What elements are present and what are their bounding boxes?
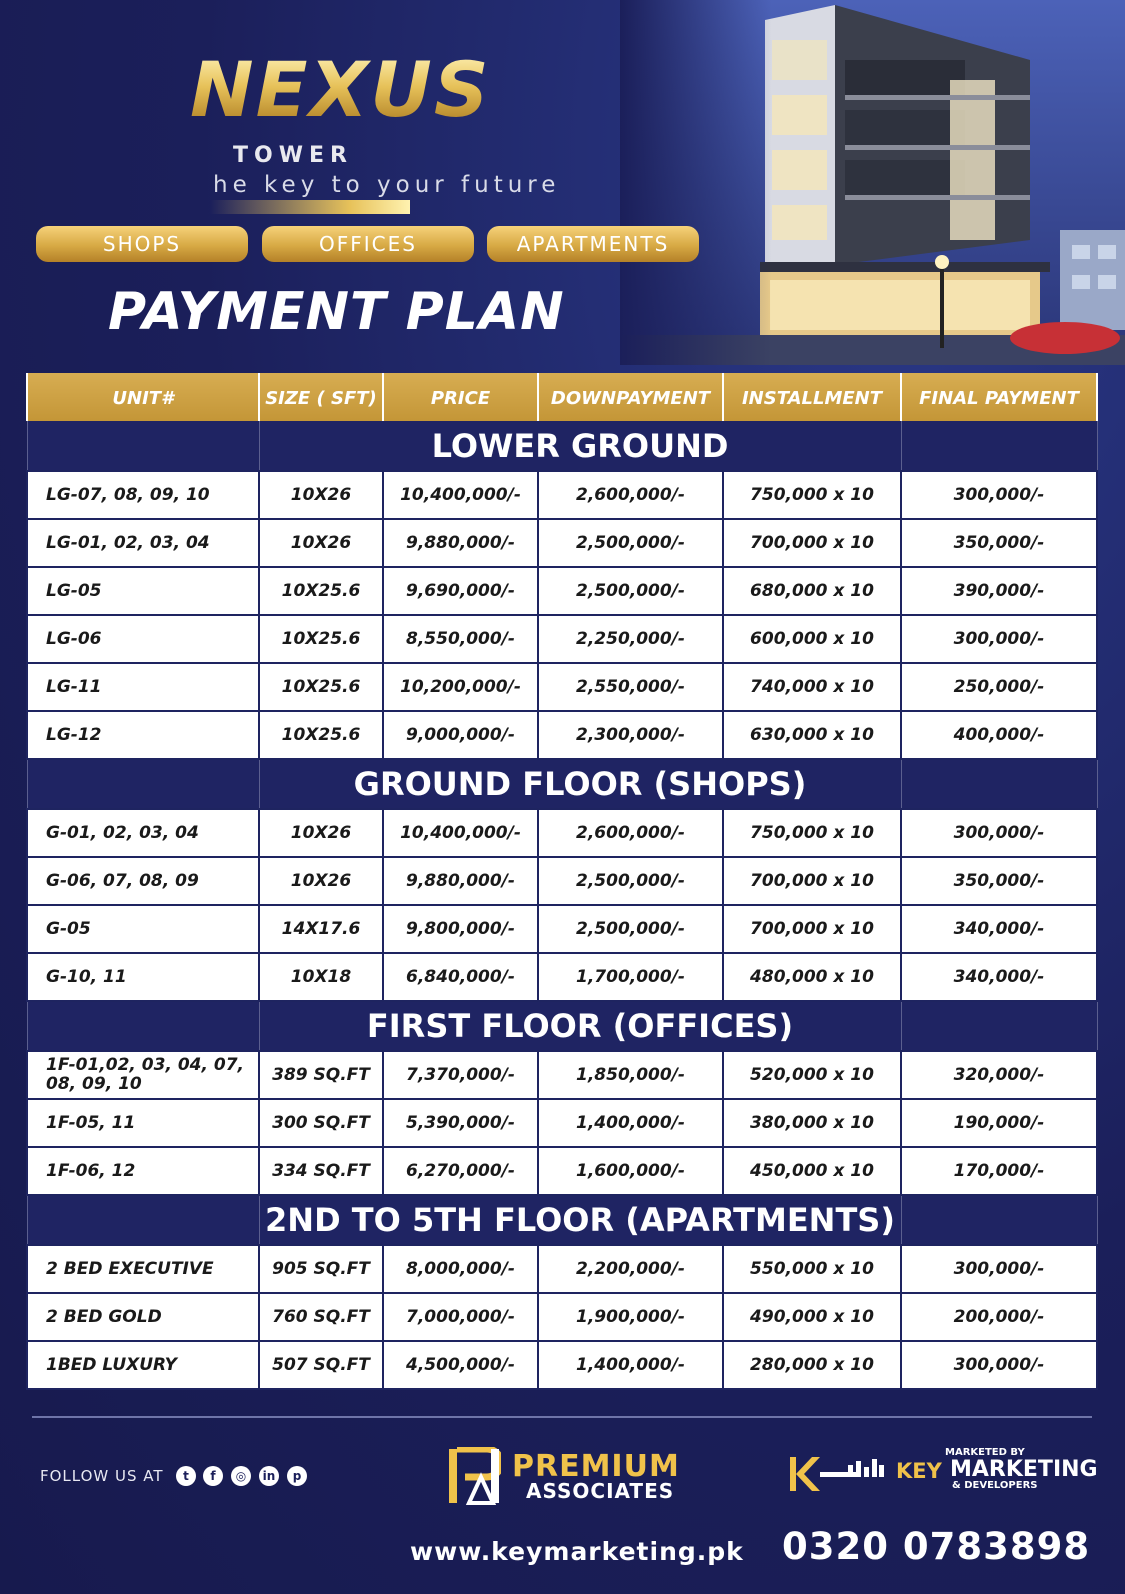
price-cell: 9,880,000/- [383,519,538,567]
section-title: 2ND TO 5TH FLOOR (APARTMENTS) [259,1195,901,1245]
size-cell: 507 SQ.FT [259,1341,383,1389]
unit-cell: LG-01, 02, 03, 04 [27,519,259,567]
key-label: KEY [896,1459,942,1483]
installment-cell: 700,000 x 10 [723,905,901,953]
size-cell: 10X25.6 [259,567,383,615]
size-cell: 10X25.6 [259,711,383,759]
price-cell: 7,000,000/- [383,1293,538,1341]
installment-cell: 380,000 x 10 [723,1099,901,1147]
table-row [27,567,1097,615]
price-cell: 10,400,000/- [383,471,538,519]
unit-cell: G-06, 07, 08, 09 [27,857,259,905]
downpayment-cell: 1,400,000/- [538,1341,723,1389]
final-payment-cell: 200,000/- [901,1293,1097,1341]
size-cell: 300 SQ.FT [259,1099,383,1147]
final-payment-cell: 300,000/- [901,809,1097,857]
unit-cell: LG-12 [27,711,259,759]
building-image [620,0,1125,365]
unit-cell: LG-05 [27,567,259,615]
marketing-label: MARKETING [950,1457,1098,1482]
unit-cell: 1F-06, 12 [27,1147,259,1195]
installment-cell: 700,000 x 10 [723,857,901,905]
table-row [27,1051,1097,1099]
size-cell: 334 SQ.FT [259,1147,383,1195]
final-payment-cell: 300,000/- [901,1245,1097,1293]
installment-cell: 520,000 x 10 [723,1051,901,1099]
installment-cell: 680,000 x 10 [723,567,901,615]
downpayment-cell: 2,200,000/- [538,1245,723,1293]
premium-name: PREMIUM [512,1449,680,1484]
unit-cell: 2 BED GOLD [27,1293,259,1341]
unit-cell: LG-07, 08, 09, 10 [27,471,259,519]
header-unit: UNIT# [27,373,259,421]
section-title: GROUND FLOOR (SHOPS) [259,759,901,809]
size-cell: 905 SQ.FT [259,1245,383,1293]
logo-tagline: he key to your future [213,172,561,198]
unit-cell: G-01, 02, 03, 04 [27,809,259,857]
final-payment-cell: 190,000/- [901,1099,1097,1147]
instagram-icon[interactable]: ◎ [231,1466,251,1486]
table-row [27,663,1097,711]
table-row [27,1147,1097,1195]
facebook-icon[interactable]: f [203,1466,223,1486]
downpayment-cell: 2,600,000/- [538,809,723,857]
size-cell: 14X17.6 [259,905,383,953]
page-title: PAYMENT PLAN [108,282,565,342]
size-cell: 10X25.6 [259,663,383,711]
downpayment-cell: 1,400,000/- [538,1099,723,1147]
section-cell [27,759,259,809]
installment-cell: 280,000 x 10 [723,1341,901,1389]
section-cell [27,1195,259,1245]
section-cell [901,1195,1097,1245]
section-cell [901,759,1097,809]
marketed-by-label: MARKETED BY [945,1447,1025,1458]
linkedin-icon[interactable]: in [259,1466,279,1486]
unit-cell: G-05 [27,905,259,953]
table-row [27,519,1097,567]
table-row [27,615,1097,663]
final-payment-cell: 350,000/- [901,519,1097,567]
pinterest-icon[interactable]: p [287,1466,307,1486]
table-row [27,809,1097,857]
installment-cell: 740,000 x 10 [723,663,901,711]
section-row [27,1001,1097,1051]
size-cell: 10X18 [259,953,383,1001]
section-title: FIRST FLOOR (OFFICES) [259,1001,901,1051]
premium-subtitle: ASSOCIATES [526,1479,675,1503]
price-cell: 6,840,000/- [383,953,538,1001]
category-shops: SHOPS [36,226,248,262]
section-row [27,759,1097,809]
downpayment-cell: 1,600,000/- [538,1147,723,1195]
downpayment-cell: 2,500,000/- [538,905,723,953]
table-row [27,1293,1097,1341]
downpayment-cell: 2,500,000/- [538,857,723,905]
header-downpayment: DOWNPAYMENT [538,373,723,421]
unit-cell: LG-06 [27,615,259,663]
key-marketing-logo [790,1453,885,1495]
final-payment-cell: 400,000/- [901,711,1097,759]
payment-plan-table [26,373,1098,1390]
unit-cell: 1BED LUXURY [27,1341,259,1389]
installment-cell: 450,000 x 10 [723,1147,901,1195]
final-payment-cell: 320,000/- [901,1051,1097,1099]
installment-cell: 630,000 x 10 [723,711,901,759]
final-payment-cell: 300,000/- [901,471,1097,519]
section-cell [901,421,1097,471]
downpayment-cell: 2,500,000/- [538,567,723,615]
logo-wordmark: NEXUS [190,45,491,134]
table-row [27,711,1097,759]
phone-number[interactable]: 0320 0783898 [782,1525,1091,1568]
header-size: SIZE ( SFT) [259,373,383,421]
price-cell: 7,370,000/- [383,1051,538,1099]
table-row [27,953,1097,1001]
price-cell: 9,690,000/- [383,567,538,615]
final-payment-cell: 390,000/- [901,567,1097,615]
size-cell: 10X26 [259,857,383,905]
size-cell: 10X25.6 [259,615,383,663]
downpayment-cell: 2,250,000/- [538,615,723,663]
downpayment-cell: 2,600,000/- [538,471,723,519]
price-cell: 8,550,000/- [383,615,538,663]
table-row [27,1245,1097,1293]
section-cell [27,1001,259,1051]
website-link[interactable]: www.keymarketing.pk [410,1537,744,1566]
developers-label: & DEVELOPERS [952,1480,1038,1491]
logo-subtitle: TOWER [233,143,353,168]
installment-cell: 550,000 x 10 [723,1245,901,1293]
price-cell: 10,200,000/- [383,663,538,711]
downpayment-cell: 2,300,000/- [538,711,723,759]
installment-cell: 750,000 x 10 [723,471,901,519]
header-price: PRICE [383,373,538,421]
premium-associates-logo [447,1447,501,1505]
downpayment-cell: 1,700,000/- [538,953,723,1001]
price-cell: 9,000,000/- [383,711,538,759]
header-installment: INSTALLMENT [723,373,901,421]
downpayment-cell: 2,500,000/- [538,519,723,567]
downpayment-cell: 1,900,000/- [538,1293,723,1341]
unit-cell: 2 BED EXECUTIVE [27,1245,259,1293]
final-payment-cell: 300,000/- [901,615,1097,663]
final-payment-cell: 340,000/- [901,953,1097,1001]
size-cell: 389 SQ.FT [259,1051,383,1099]
final-payment-cell: 170,000/- [901,1147,1097,1195]
price-cell: 8,000,000/- [383,1245,538,1293]
header-final-payment: FINAL PAYMENT [901,373,1097,421]
unit-cell: G-10, 11 [27,953,259,1001]
table-row [27,905,1097,953]
installment-cell: 700,000 x 10 [723,519,901,567]
table-row [27,1099,1097,1147]
category-offices: OFFICES [262,226,474,262]
final-payment-cell: 300,000/- [901,1341,1097,1389]
installment-cell: 480,000 x 10 [723,953,901,1001]
footer-divider [32,1416,1092,1418]
final-payment-cell: 250,000/- [901,663,1097,711]
size-cell: 10X26 [259,519,383,567]
section-cell [27,421,259,471]
unit-cell: LG-11 [27,663,259,711]
table-row [27,1341,1097,1389]
price-cell: 5,390,000/- [383,1099,538,1147]
price-cell: 9,800,000/- [383,905,538,953]
downpayment-cell: 1,850,000/- [538,1051,723,1099]
price-cell: 9,880,000/- [383,857,538,905]
logo-underline [210,200,410,214]
section-row [27,1195,1097,1245]
section-cell [901,1001,1097,1051]
unit-cell: 1F-01,02, 03, 04, 07, 08, 09, 10 [27,1051,259,1099]
table-row [27,471,1097,519]
price-cell: 4,500,000/- [383,1341,538,1389]
size-cell: 10X26 [259,809,383,857]
price-cell: 10,400,000/- [383,809,538,857]
category-apartments: APARTMENTS [487,226,699,262]
installment-cell: 490,000 x 10 [723,1293,901,1341]
final-payment-cell: 340,000/- [901,905,1097,953]
table-row [27,857,1097,905]
section-title: LOWER GROUND [259,421,901,471]
size-cell: 760 SQ.FT [259,1293,383,1341]
installment-cell: 750,000 x 10 [723,809,901,857]
final-payment-cell: 350,000/- [901,857,1097,905]
follow-us-label: FOLLOW US AT [40,1467,164,1485]
price-cell: 6,270,000/- [383,1147,538,1195]
size-cell: 10X26 [259,471,383,519]
table-header-row [27,373,1097,421]
unit-cell: 1F-05, 11 [27,1099,259,1147]
downpayment-cell: 2,550,000/- [538,663,723,711]
installment-cell: 600,000 x 10 [723,615,901,663]
twitter-icon[interactable]: t [176,1466,196,1486]
section-row [27,421,1097,471]
